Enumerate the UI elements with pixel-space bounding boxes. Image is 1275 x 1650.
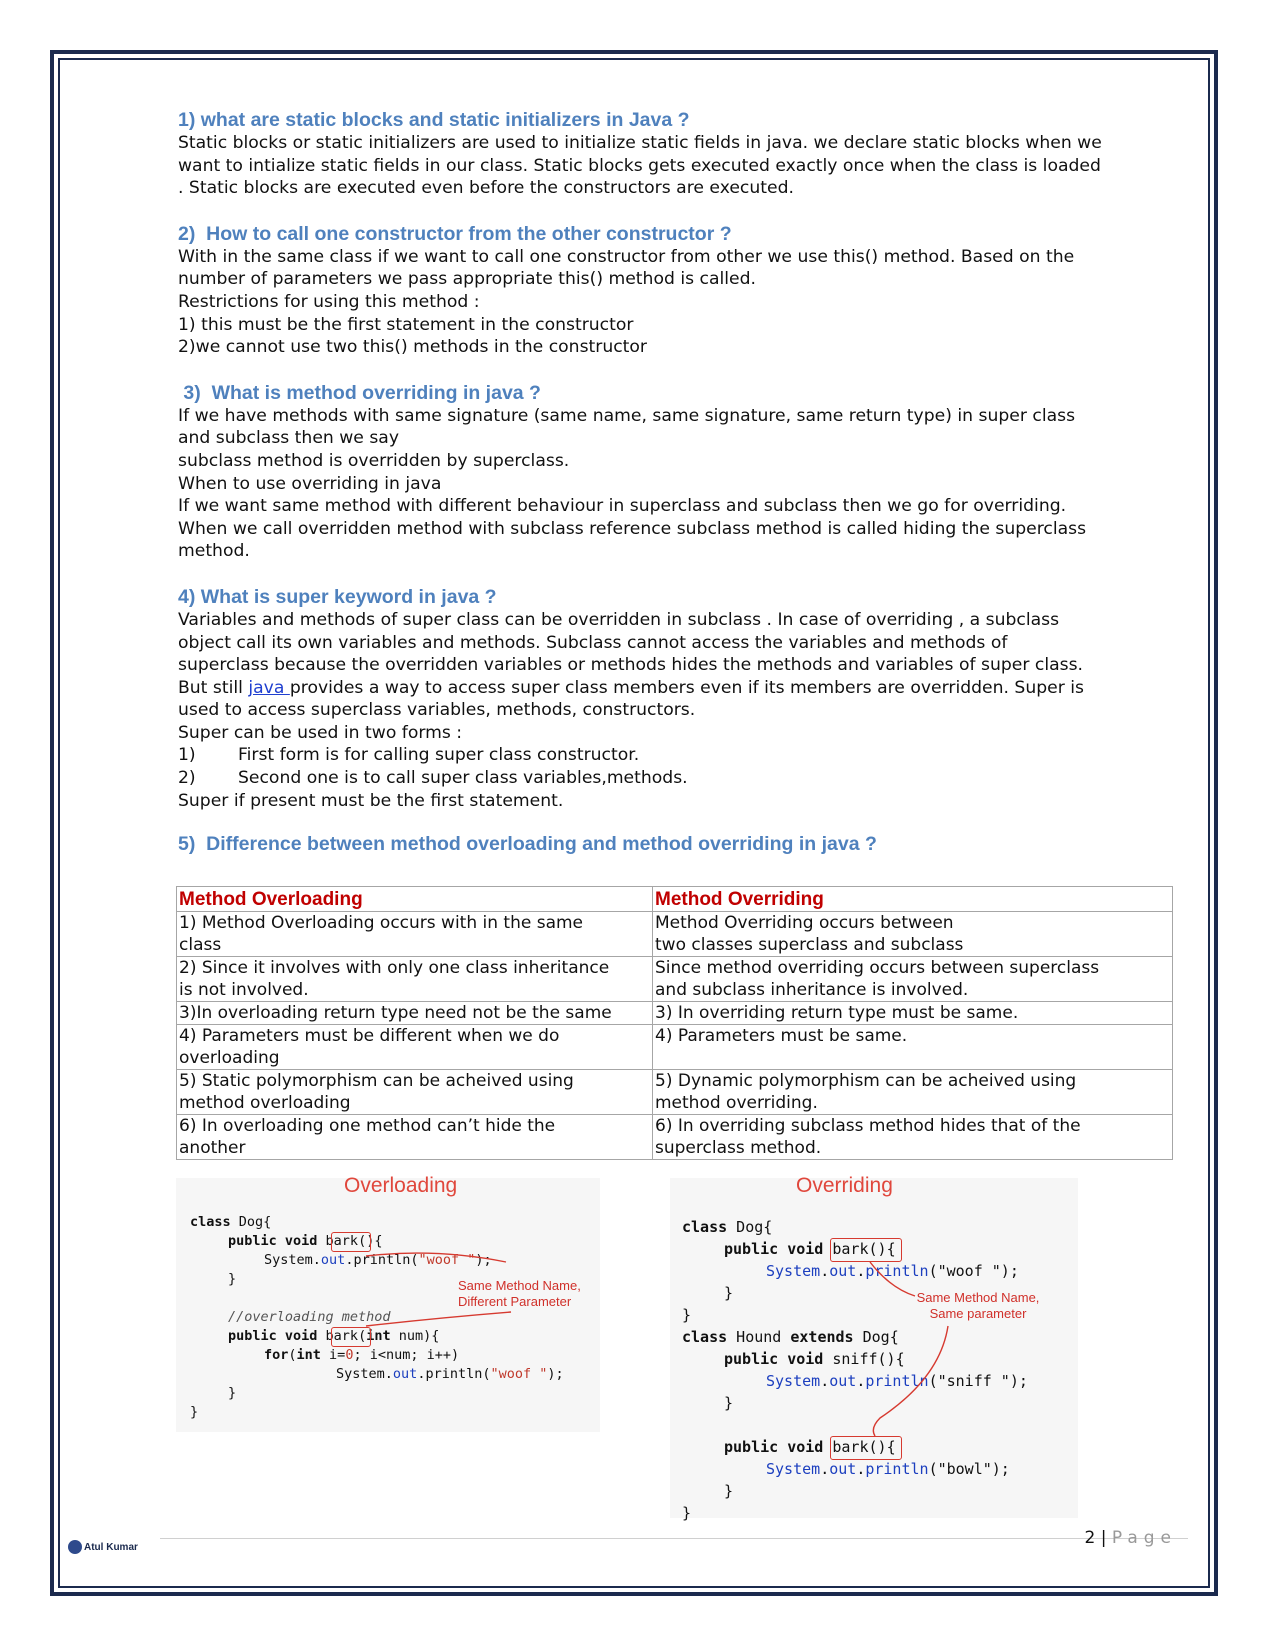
table-cell: 6) In overloading one method can’t hide the another	[177, 1115, 653, 1160]
code-line: }	[228, 1271, 237, 1287]
author-logo: Atul Kumar	[68, 1540, 138, 1554]
section-2-line: Restrictions for using this method :	[178, 291, 480, 312]
code-line: }	[724, 1284, 734, 1302]
table-header: Method Overriding	[653, 887, 1173, 912]
list-number: 1)	[178, 745, 196, 766]
section-1-line: . Static blocks are executed even before the constructors are executed.	[178, 178, 794, 199]
code-line: System.out.println("woof ");	[264, 1252, 492, 1268]
table-cell: 3) In overriding return type must be same.	[653, 1002, 1173, 1025]
section-3-line: and subclass then we say	[178, 428, 400, 449]
document-body	[178, 108, 1178, 856]
section-3-line: If we want same method with different behaviour in superclass and subclass then we go for overriding.	[178, 496, 1067, 517]
list-item	[178, 744, 1178, 767]
table-cell: 5) Dynamic polymorphism can be acheived using method overriding.	[653, 1070, 1173, 1115]
code-line: }	[724, 1482, 734, 1500]
section-4-link-line	[178, 677, 1178, 700]
section-4-line: Variables and methods of super class can be overridden in subclass . In case of overriding , a subclass	[178, 609, 1060, 630]
code-line: class Hound extends Dog{	[682, 1328, 899, 1346]
overriding-title: Overriding	[796, 1174, 893, 1197]
footer-divider	[160, 1538, 1188, 1539]
table-cell: 2) Since it involves with only one class inheritance is not involved.	[177, 957, 653, 1002]
table-row	[177, 1070, 1173, 1115]
section-3-line: subclass method is overridden by superclass.	[178, 450, 570, 471]
comparison-table	[176, 886, 1173, 1160]
list-item	[178, 767, 1178, 790]
table-cell: 4) Parameters must be different when we do overloading	[177, 1025, 653, 1070]
code-line: System.out.println("woof ");	[336, 1366, 564, 1382]
table-cell: 3)In overloading return type need not be the same	[177, 1002, 653, 1025]
table-cell: 6) In overriding subclass method hides that of the superclass method.	[653, 1115, 1173, 1160]
table-row	[177, 1002, 1173, 1025]
list-number: 2)	[178, 768, 196, 789]
section-2-line: 1) this must be the first statement in the constructor	[178, 314, 634, 335]
code-line: class Dog{	[190, 1214, 272, 1230]
code-line: System.out.println("woof ");	[766, 1262, 1019, 1280]
annotation-lines	[176, 1178, 600, 1432]
table-cell: 5) Static polymorphism can be acheived using method overloading	[177, 1070, 653, 1115]
table-body	[177, 912, 1173, 1160]
overloading-figure	[176, 1174, 600, 1432]
code-line: }	[228, 1385, 237, 1401]
code-line: for(int i=0; i<num; i++)	[264, 1347, 460, 1363]
author-logo-icon	[68, 1540, 82, 1554]
java-link[interactable]: java	[248, 677, 290, 698]
table-row	[177, 1025, 1173, 1070]
section-2-line: With in the same class if we want to call one constructor from other we use this() method. Based on the	[178, 246, 1075, 267]
section-1-line: want to intialize static fields in our class. Static blocks gets executed exactly once when the class is loaded	[178, 155, 1101, 176]
section-5-heading: 5) Difference between method overloading and method overriding in java ?	[178, 833, 877, 856]
section-3-line: If we have methods with same signature (same name, same signature, same return type) in super class	[178, 405, 1076, 426]
section-1-heading: 1) what are static blocks and static initializers in Java ?	[178, 109, 690, 131]
code-line: }	[682, 1504, 692, 1522]
overloading-note: Same Method Name, Different Parameter	[458, 1278, 581, 1309]
table-row	[177, 912, 1173, 957]
section-4-line: object call its own variables and methods. Subclass cannot access the variables and methods of	[178, 632, 1008, 653]
code-line: public void bark(){	[724, 1240, 896, 1258]
code-comment: //overloading method	[228, 1309, 391, 1325]
table-header-row	[177, 887, 1173, 912]
table-row	[177, 1115, 1173, 1160]
section-4-heading: 4) What is super keyword in java ?	[178, 585, 497, 608]
annotation-lines	[670, 1178, 1078, 1518]
list-text: First form is for calling super class constructor.	[238, 745, 640, 766]
code-line: public void bark(){	[228, 1233, 383, 1249]
list-text: Second one is to call super class variables,methods.	[238, 768, 688, 789]
link-prefix: But still	[178, 677, 249, 698]
section-4-line: Super can be used in two forms :	[178, 722, 463, 743]
section-3-line: When we call overridden method with subclass reference subclass method is called hiding the superclass	[178, 518, 1087, 539]
code-line: public void bark(){	[724, 1438, 896, 1456]
code-line: class Dog{	[682, 1218, 773, 1236]
code-line: }	[682, 1306, 692, 1324]
table-cell: Since method overriding occurs between superclass and subclass inheritance is involved.	[653, 957, 1173, 1002]
overriding-note: Same Method Name, Same parameter	[916, 1290, 1040, 1321]
section-3-line: When to use overriding in java	[178, 473, 442, 494]
table-cell: 1) Method Overloading occurs with in the same class	[177, 912, 653, 957]
section-3-heading: 3) What is method overriding in java ?	[178, 381, 541, 404]
overloading-title: Overloading	[344, 1174, 458, 1197]
link-suffix: provides a way to access super class members even if its members are overridden. Super is	[289, 677, 1084, 698]
code-line: }	[190, 1404, 199, 1420]
section-3-line: method.	[178, 541, 250, 562]
table-cell: 4) Parameters must be same.	[653, 1025, 1173, 1070]
table-row	[177, 957, 1173, 1002]
section-4-line: used to access superclass variables, methods, constructors.	[178, 700, 696, 721]
overriding-figure	[670, 1174, 1078, 1522]
code-line: }	[724, 1394, 734, 1412]
section-4-line: Super if present must be the first statement.	[178, 790, 564, 811]
page-number: 2 | Page	[1084, 1528, 1177, 1548]
code-line: public void sniff(){	[724, 1350, 905, 1368]
code-line: System.out.println("bowl");	[766, 1460, 1010, 1478]
section-4-line: superclass because the overridden variables or methods hides the methods and variables of super class.	[178, 655, 1083, 676]
table-cell: Method Overriding occurs between two classes superclass and subclass	[653, 912, 1173, 957]
code-line: public void bark(int num){	[228, 1328, 440, 1344]
section-2-line: number of parameters we pass appropriate this() method is called.	[178, 269, 757, 290]
section-1-line: Static blocks or static initializers are used to initialize static fields in java. we declare static blocks when we	[178, 133, 1102, 153]
section-2-line: 2)we cannot use two this() methods in the constructor	[178, 337, 647, 358]
code-line: System.out.println("sniff ");	[766, 1372, 1028, 1390]
section-2-heading: 2) How to call one constructor from the other constructor ?	[178, 222, 732, 245]
table-header: Method Overloading	[177, 887, 653, 912]
